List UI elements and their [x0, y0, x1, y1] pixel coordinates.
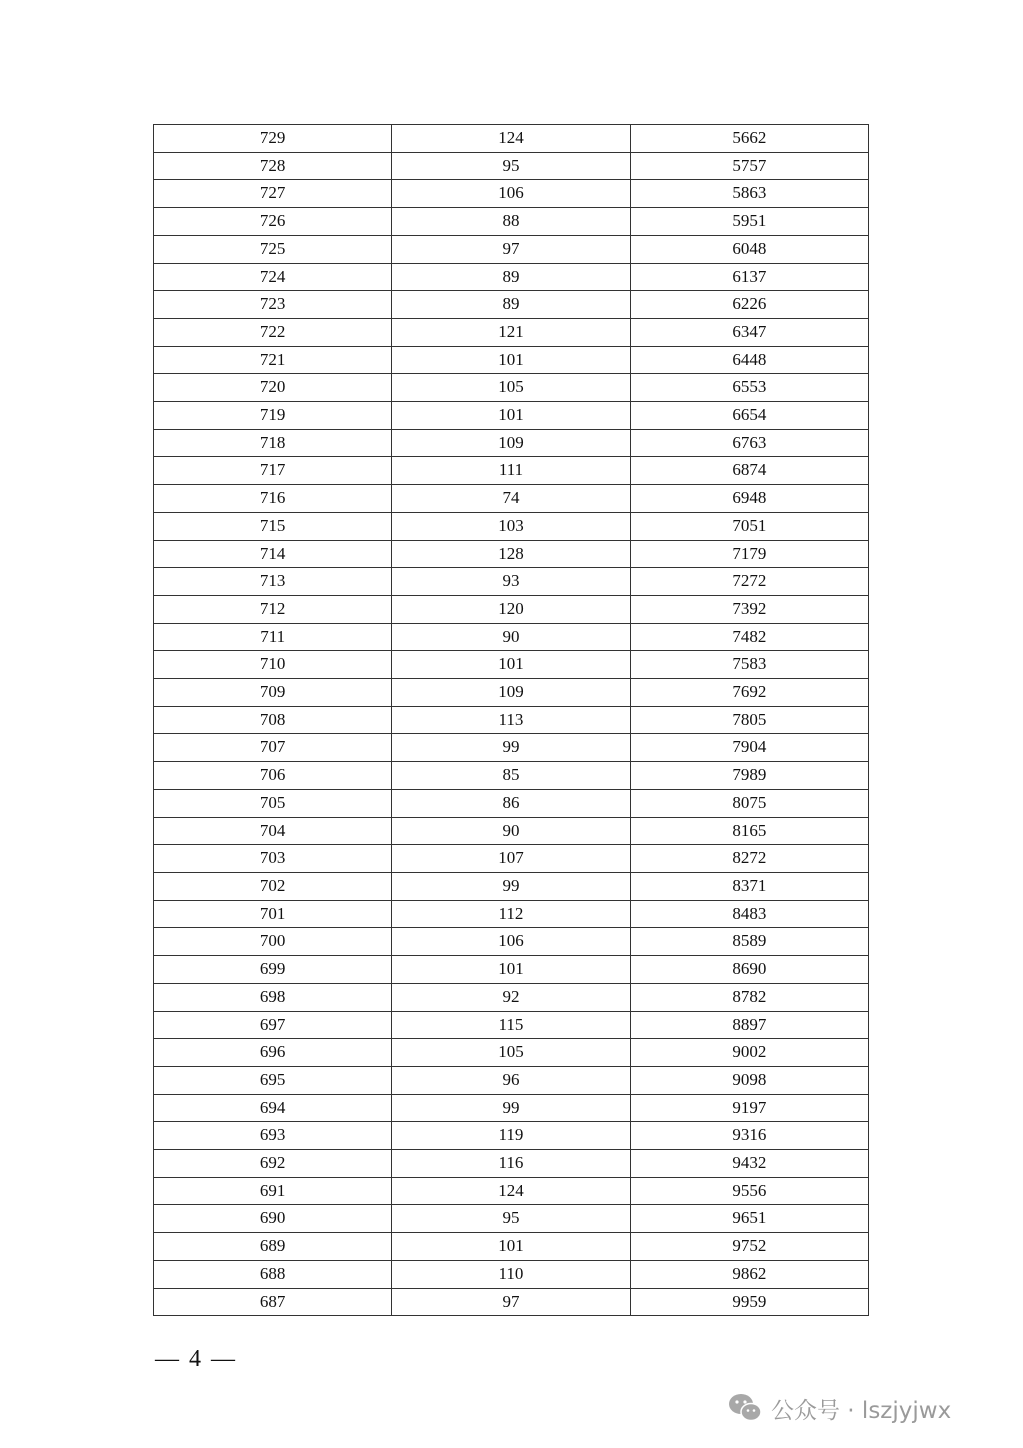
- cumulative-cell: 8165: [630, 817, 868, 845]
- count-cell: 120: [392, 595, 630, 623]
- score-cell: 705: [154, 789, 392, 817]
- count-cell: 106: [392, 180, 630, 208]
- table-row: [154, 346, 869, 374]
- score-cell: 696: [154, 1039, 392, 1067]
- count-cell: 101: [392, 1233, 630, 1261]
- score-cell: 690: [154, 1205, 392, 1233]
- cumulative-cell: 7179: [630, 540, 868, 568]
- cumulative-cell: 7805: [630, 706, 868, 734]
- score-cell: 717: [154, 457, 392, 485]
- table-row: [154, 1150, 869, 1178]
- cumulative-cell: 7904: [630, 734, 868, 762]
- cumulative-cell: 7482: [630, 623, 868, 651]
- cumulative-cell: 7272: [630, 568, 868, 596]
- cumulative-cell: 6226: [630, 291, 868, 319]
- table-row: [154, 1122, 869, 1150]
- score-cell: 692: [154, 1150, 392, 1178]
- count-cell: 119: [392, 1122, 630, 1150]
- count-cell: 99: [392, 872, 630, 900]
- count-cell: 116: [392, 1150, 630, 1178]
- cumulative-cell: 7583: [630, 651, 868, 679]
- count-cell: 128: [392, 540, 630, 568]
- count-cell: 101: [392, 402, 630, 430]
- cumulative-cell: 6948: [630, 485, 868, 513]
- count-cell: 99: [392, 1094, 630, 1122]
- table-row: [154, 1011, 869, 1039]
- table-row: [154, 1260, 869, 1288]
- count-cell: 88: [392, 208, 630, 236]
- cumulative-cell: 6763: [630, 429, 868, 457]
- table-row: [154, 817, 869, 845]
- table-row: [154, 540, 869, 568]
- table-row: [154, 1066, 869, 1094]
- score-cell: 708: [154, 706, 392, 734]
- cumulative-cell: 9197: [630, 1094, 868, 1122]
- count-cell: 107: [392, 845, 630, 873]
- score-cell: 725: [154, 235, 392, 263]
- score-cell: 699: [154, 956, 392, 984]
- score-cell: 702: [154, 872, 392, 900]
- cumulative-cell: 6448: [630, 346, 868, 374]
- count-cell: 95: [392, 1205, 630, 1233]
- table-row: [154, 872, 869, 900]
- score-cell: 691: [154, 1177, 392, 1205]
- cumulative-cell: 9862: [630, 1260, 868, 1288]
- count-cell: 103: [392, 512, 630, 540]
- count-cell: 85: [392, 762, 630, 790]
- count-cell: 124: [392, 1177, 630, 1205]
- table-row: [154, 928, 869, 956]
- table-row: [154, 568, 869, 596]
- table-row: [154, 402, 869, 430]
- cumulative-cell: 8272: [630, 845, 868, 873]
- count-cell: 101: [392, 651, 630, 679]
- table-row: [154, 208, 869, 236]
- score-table-body: [154, 125, 869, 1316]
- count-cell: 110: [392, 1260, 630, 1288]
- count-cell: 109: [392, 679, 630, 707]
- cumulative-cell: 9556: [630, 1177, 868, 1205]
- cumulative-cell: 8782: [630, 983, 868, 1011]
- cumulative-cell: 6553: [630, 374, 868, 402]
- count-cell: 101: [392, 346, 630, 374]
- cumulative-cell: 8589: [630, 928, 868, 956]
- count-cell: 95: [392, 152, 630, 180]
- score-cell: 718: [154, 429, 392, 457]
- table-row: [154, 485, 869, 513]
- score-cell: 726: [154, 208, 392, 236]
- table-row: [154, 152, 869, 180]
- table-row: [154, 429, 869, 457]
- count-cell: 96: [392, 1066, 630, 1094]
- cumulative-cell: 8075: [630, 789, 868, 817]
- score-table: [153, 124, 869, 1316]
- score-cell: 724: [154, 263, 392, 291]
- cumulative-cell: 9316: [630, 1122, 868, 1150]
- table-row: [154, 762, 869, 790]
- cumulative-cell: 7692: [630, 679, 868, 707]
- watermark: [727, 1388, 951, 1428]
- cumulative-cell: 6347: [630, 318, 868, 346]
- score-cell: 716: [154, 485, 392, 513]
- count-cell: 112: [392, 900, 630, 928]
- cumulative-cell: 5863: [630, 180, 868, 208]
- cumulative-cell: 6654: [630, 402, 868, 430]
- count-cell: 97: [392, 1288, 630, 1316]
- count-cell: 106: [392, 928, 630, 956]
- score-cell: 723: [154, 291, 392, 319]
- table-row: [154, 374, 869, 402]
- table-row: [154, 1177, 869, 1205]
- table-row: [154, 623, 869, 651]
- table-row: [154, 291, 869, 319]
- count-cell: 111: [392, 457, 630, 485]
- count-cell: 99: [392, 734, 630, 762]
- cumulative-cell: 8483: [630, 900, 868, 928]
- score-cell: 687: [154, 1288, 392, 1316]
- cumulative-cell: 8690: [630, 956, 868, 984]
- table-row: [154, 1094, 869, 1122]
- score-cell: 721: [154, 346, 392, 374]
- score-cell: 720: [154, 374, 392, 402]
- count-cell: 86: [392, 789, 630, 817]
- cumulative-cell: 5757: [630, 152, 868, 180]
- cumulative-cell: 7989: [630, 762, 868, 790]
- score-cell: 703: [154, 845, 392, 873]
- count-cell: 113: [392, 706, 630, 734]
- cumulative-cell: 6874: [630, 457, 868, 485]
- cumulative-cell: 9752: [630, 1233, 868, 1261]
- cumulative-cell: 5951: [630, 208, 868, 236]
- table-row: [154, 789, 869, 817]
- count-cell: 90: [392, 817, 630, 845]
- table-row: [154, 1039, 869, 1067]
- table-row: [154, 235, 869, 263]
- table-row: [154, 263, 869, 291]
- table-row: [154, 983, 869, 1011]
- cumulative-cell: 6048: [630, 235, 868, 263]
- count-cell: 121: [392, 318, 630, 346]
- score-cell: 711: [154, 623, 392, 651]
- score-cell: 704: [154, 817, 392, 845]
- table-row: [154, 956, 869, 984]
- cumulative-cell: 9651: [630, 1205, 868, 1233]
- score-cell: 697: [154, 1011, 392, 1039]
- count-cell: 109: [392, 429, 630, 457]
- count-cell: 97: [392, 235, 630, 263]
- score-cell: 713: [154, 568, 392, 596]
- count-cell: 89: [392, 291, 630, 319]
- table-row: [154, 180, 869, 208]
- count-cell: 74: [392, 485, 630, 513]
- score-cell: 688: [154, 1260, 392, 1288]
- score-cell: 694: [154, 1094, 392, 1122]
- cumulative-cell: 9432: [630, 1150, 868, 1178]
- cumulative-cell: 9002: [630, 1039, 868, 1067]
- table-row: [154, 457, 869, 485]
- count-cell: 115: [392, 1011, 630, 1039]
- score-cell: 707: [154, 734, 392, 762]
- table-row: [154, 706, 869, 734]
- count-cell: 105: [392, 374, 630, 402]
- cumulative-cell: 7392: [630, 595, 868, 623]
- cumulative-cell: 5662: [630, 125, 868, 153]
- score-cell: 706: [154, 762, 392, 790]
- table-row: [154, 734, 869, 762]
- score-cell: 698: [154, 983, 392, 1011]
- score-cell: 710: [154, 651, 392, 679]
- cumulative-cell: 8371: [630, 872, 868, 900]
- count-cell: 92: [392, 983, 630, 1011]
- count-cell: 93: [392, 568, 630, 596]
- page-number: — 4 —: [155, 1346, 237, 1372]
- table-row: [154, 900, 869, 928]
- cumulative-cell: 7051: [630, 512, 868, 540]
- table-row: [154, 845, 869, 873]
- score-cell: 715: [154, 512, 392, 540]
- cumulative-cell: 6137: [630, 263, 868, 291]
- cumulative-cell: 9098: [630, 1066, 868, 1094]
- score-cell: 701: [154, 900, 392, 928]
- count-cell: 124: [392, 125, 630, 153]
- table-row: [154, 1233, 869, 1261]
- count-cell: 90: [392, 623, 630, 651]
- table-row: [154, 512, 869, 540]
- count-cell: 105: [392, 1039, 630, 1067]
- score-cell: 722: [154, 318, 392, 346]
- score-cell: 729: [154, 125, 392, 153]
- table-row: [154, 679, 869, 707]
- score-cell: 695: [154, 1066, 392, 1094]
- table-row: [154, 595, 869, 623]
- count-cell: 101: [392, 956, 630, 984]
- table-row: [154, 651, 869, 679]
- table-row: [154, 1288, 869, 1316]
- score-cell: 719: [154, 402, 392, 430]
- score-cell: 693: [154, 1122, 392, 1150]
- watermark-text: 公众号 · lszjyjwx: [771, 1397, 952, 1424]
- score-cell: 700: [154, 928, 392, 956]
- score-cell: 714: [154, 540, 392, 568]
- score-cell: 728: [154, 152, 392, 180]
- wechat-icon: [727, 1392, 763, 1424]
- score-cell: 709: [154, 679, 392, 707]
- table-row: [154, 125, 869, 153]
- table-row: [154, 318, 869, 346]
- score-cell: 727: [154, 180, 392, 208]
- cumulative-cell: 8897: [630, 1011, 868, 1039]
- count-cell: 89: [392, 263, 630, 291]
- score-cell: 712: [154, 595, 392, 623]
- table-row: [154, 1205, 869, 1233]
- cumulative-cell: 9959: [630, 1288, 868, 1316]
- score-cell: 689: [154, 1233, 392, 1261]
